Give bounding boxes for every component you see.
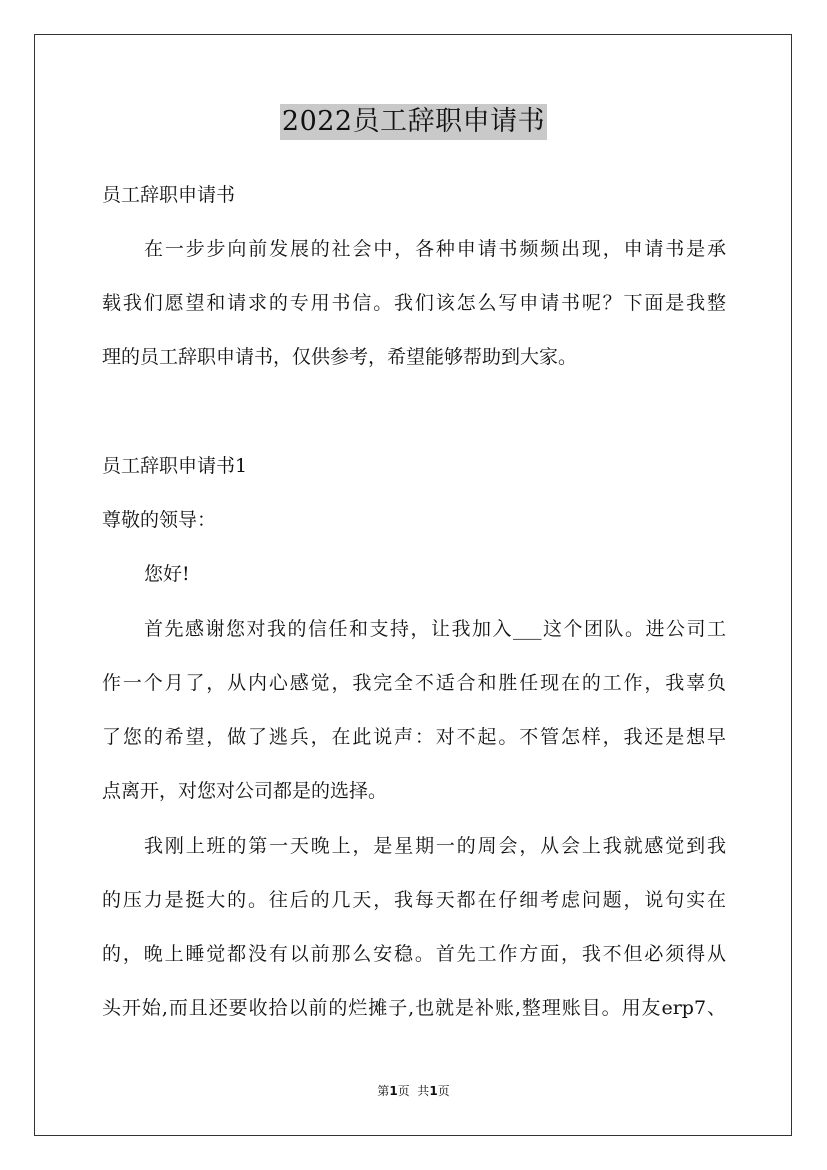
para1-line-3: 了您的希望，做了逃兵，在此说声：对不起。不管怎样，我还是想早 (102, 726, 726, 748)
para2-line-2: 的压力是挺大的。往后的几天，我每天都在仔细考虑问题，说句实在 (102, 889, 726, 911)
section-heading: 员工辞职申请书1 (102, 455, 248, 477)
para2-line-1: 我刚上班的第一天晚上，是星期一的周会，从会上我就感觉到我 (144, 835, 726, 857)
para1-line-2: 作一个月了，从内心感觉，我完全不适合和胜任现在的工作，我辜负 (102, 672, 726, 694)
footer-page-suffix: 页 (437, 1084, 450, 1098)
greeting: 您好! (144, 563, 190, 585)
para2-line-4: 头开始,而且还要收拾以前的烂摊子,也就是补账,整理账目。用友erp7、 (102, 997, 726, 1019)
salutation: 尊敬的领导： (102, 509, 217, 531)
document-title: 2022员工辞职申请书 (280, 104, 547, 140)
footer-page-total: 1 (429, 1084, 438, 1098)
document-subtitle: 员工辞职申请书 (102, 184, 236, 206)
para1-line-4: 点离开，对您对公司都是的选择。 (102, 780, 388, 802)
page-footer (0, 1083, 827, 1099)
footer-page-current: 1 (389, 1084, 398, 1098)
para1-line-1: 首先感谢您对我的信任和支持，让我加入___这个团队。进公司工 (144, 618, 726, 640)
intro-line-1: 在一步步向前发展的社会中，各种申请书频频出现，申请书是承 (144, 238, 726, 260)
intro-line-3: 理的员工辞职申请书，仅供参考，希望能够帮助到大家。 (102, 346, 578, 368)
intro-line-2: 载我们愿望和请求的专用书信。我们该怎么写申请书呢？下面是我整 (102, 292, 726, 314)
title-container (0, 104, 827, 140)
para2-line-3: 的，晚上睡觉都没有以前那么安稳。首先工作方面，我不但必须得从 (102, 943, 726, 965)
footer-page-mid: 页 共 (397, 1084, 430, 1098)
footer-page-prefix: 第 (377, 1084, 390, 1098)
